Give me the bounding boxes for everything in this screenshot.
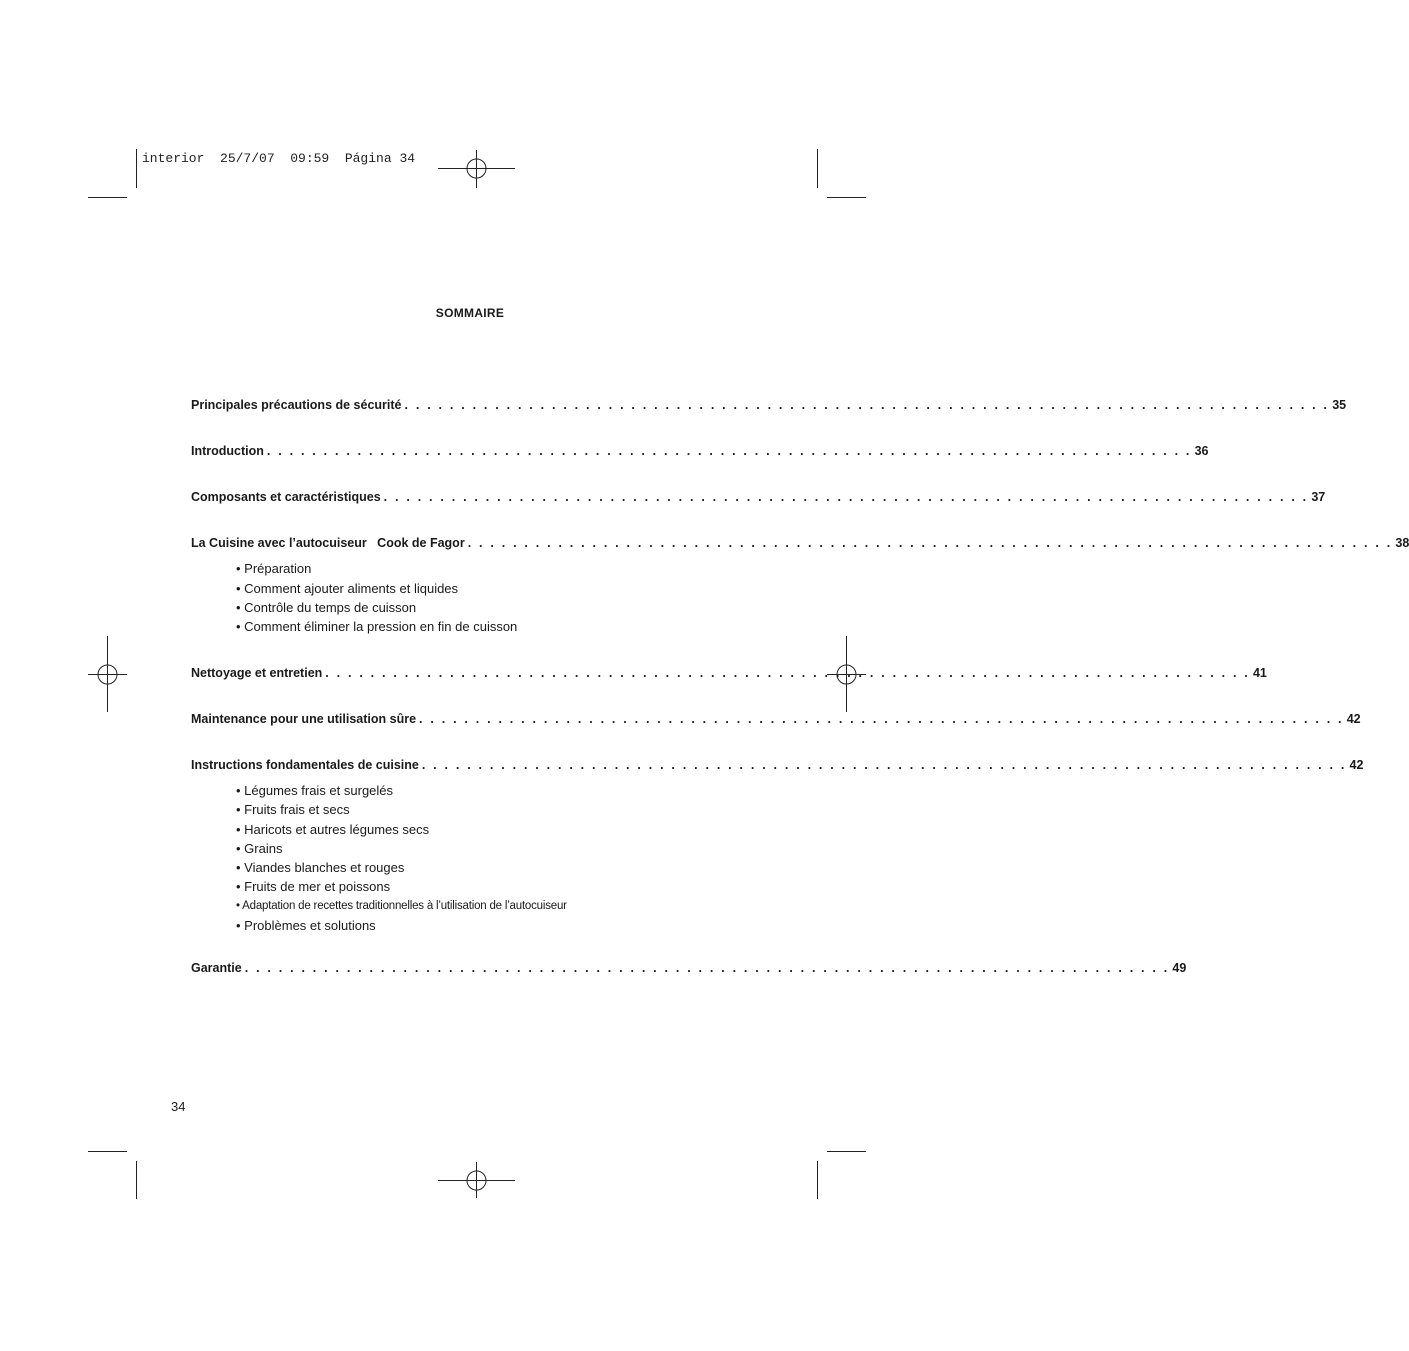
toc-leader-dots: . . . . . . . . . . . . . . . . . . . . . . . . . . . . . . . . . . . . . . . . . . . . . . . . . . . . . . . . . . . . . . . . . . . . . . . . . . . . . . . . . .: [244, 961, 1170, 975]
toc-subitem: • Comment ajouter aliments et liquides: [236, 581, 459, 596]
toc-leader-dots: . . . . . . . . . . . . . . . . . . . . . . . . . . . . . . . . . . . . . . . . . . . . . . . . . . . . . . . . . . . . . . . . . . . . . . . . . . . . . . . . . .: [266, 444, 1192, 458]
toc-entry-label: Composants et caractéristiques: [191, 490, 381, 504]
toc-subitem: • Problèmes et solutions: [236, 918, 376, 933]
toc-entry-label: Introduction: [191, 444, 264, 458]
crop-mark: [827, 197, 866, 198]
toc-entry: [191, 536, 1409, 550]
toc-entry: [191, 666, 1267, 680]
toc-page-number: 42: [1349, 758, 1364, 772]
toc-entry-label: Instructions fondamentales de cuisine: [191, 758, 419, 772]
page-number: 34: [171, 1099, 186, 1114]
toc-page-number: 35: [1332, 398, 1347, 412]
toc-entry: [191, 758, 1364, 772]
toc-subitem: • Fruits de mer et poissons: [236, 879, 391, 894]
toc-entry-label: Principales précautions de sécurité: [191, 398, 402, 412]
toc-entry-label: Maintenance pour une utilisation sûre: [191, 712, 417, 726]
toc-subitem: • Contrôle du temps de cuisson: [236, 600, 417, 615]
toc-entry: [191, 712, 1361, 726]
registration-mark-icon: [466, 158, 487, 179]
toc-page-number: 38: [1395, 536, 1409, 550]
crop-mark: [817, 1161, 818, 1199]
toc-subitem: • Légumes frais et surgelés: [236, 783, 394, 798]
toc-subitem: • Comment éliminer la pression en fin de cuisson: [236, 619, 518, 634]
toc-entry-label: La Cuisine avec l’autocuiseur Cook de Fagor: [191, 536, 465, 550]
toc-leader-dots: . . . . . . . . . . . . . . . . . . . . . . . . . . . . . . . . . . . . . . . . . . . . . . . . . . . . . . . . . . . . . . . . . . . . . . . . . . . . . . . . . .: [467, 536, 1393, 550]
crop-mark: [817, 149, 818, 188]
toc-subitem: • Fruits frais et secs: [236, 802, 350, 817]
toc-entry: [191, 490, 1326, 504]
toc-entry: [191, 961, 1187, 975]
toc-leader-dots: . . . . . . . . . . . . . . . . . . . . . . . . . . . . . . . . . . . . . . . . . . . . . . . . . . . . . . . . . . . . . . . . . . . . . . . . . . . . . . . . . .: [383, 490, 1309, 504]
toc-entry: [191, 444, 1209, 458]
toc-entry-label: Nettoyage et entretien: [191, 666, 323, 680]
crop-mark: [827, 1151, 866, 1152]
toc-leader-dots: . . . . . . . . . . . . . . . . . . . . . . . . . . . . . . . . . . . . . . . . . . . . . . . . . . . . . . . . . . . . . . . . . . . . . . . . . . . . . . . . . .: [421, 758, 1347, 772]
toc-subitem: • Grains: [236, 841, 283, 856]
toc-subitem: • Haricots et autres légumes secs: [236, 822, 430, 837]
toc-page-number: 36: [1194, 444, 1209, 458]
toc-page-number: 42: [1346, 712, 1361, 726]
toc-subitem: • Préparation: [236, 561, 312, 576]
crop-mark: [88, 197, 127, 198]
registration-mark-icon: [466, 1170, 487, 1191]
toc-subitem: • Adaptation de recettes traditionnelles à l’utilisation de l’autocuiseur: [236, 900, 567, 912]
crop-mark: [136, 149, 137, 188]
page-title: SOMMAIRE: [435, 306, 505, 320]
toc-leader-dots: . . . . . . . . . . . . . . . . . . . . . . . . . . . . . . . . . . . . . . . . . . . . . . . . . . . . . . . . . . . . . . . . . . . . . . . . . . . . . . . . . .: [325, 666, 1250, 680]
toc-leader-dots: . . . . . . . . . . . . . . . . . . . . . . . . . . . . . . . . . . . . . . . . . . . . . . . . . . . . . . . . . . . . . . . . . . . . . . . . . . . . . . . . . .: [419, 712, 1344, 726]
crop-mark: [88, 1151, 127, 1152]
toc-entry: [191, 398, 1347, 412]
toc-page-number: 49: [1172, 961, 1187, 975]
toc-page-number: 37: [1311, 490, 1326, 504]
registration-mark-icon: [97, 664, 118, 685]
crop-mark: [136, 1161, 137, 1199]
toc-leader-dots: . . . . . . . . . . . . . . . . . . . . . . . . . . . . . . . . . . . . . . . . . . . . . . . . . . . . . . . . . . . . . . . . . . . . . . . . . . . . . . . . . .: [404, 398, 1330, 412]
toc-entry-label: Garantie: [191, 961, 242, 975]
toc-page-number: 41: [1252, 666, 1267, 680]
print-slug: interior 25/7/07 09:59 Página 34: [142, 151, 416, 166]
toc-subitem: • Viandes blanches et rouges: [236, 860, 405, 875]
